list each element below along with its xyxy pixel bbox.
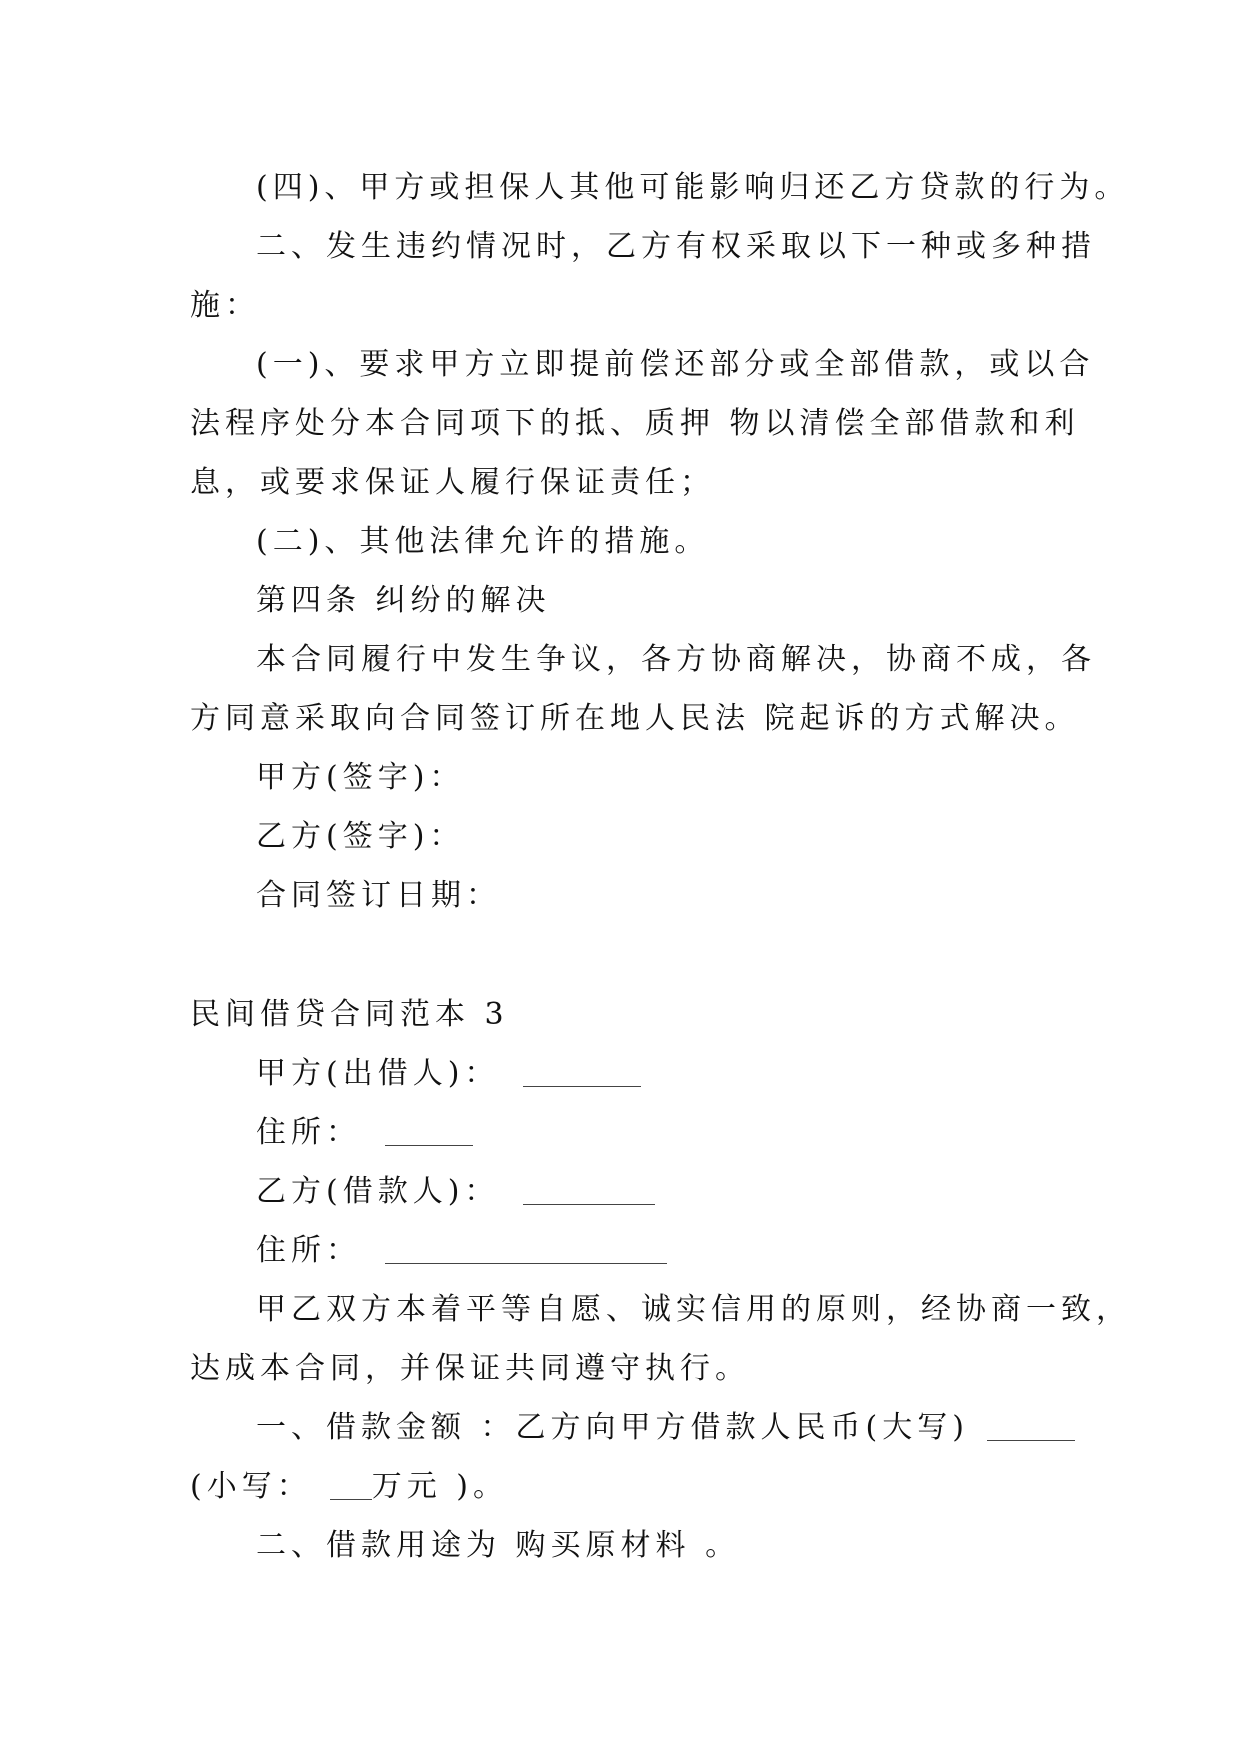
signing-date-label: 合同签订日期： xyxy=(256,878,501,913)
principle-text-line: 达成本合同，并保证共同遵守执行。 xyxy=(190,1351,750,1386)
party-b-address-label: 住所： xyxy=(256,1233,361,1268)
clause-text-line: 息，或要求保证人履行保证责任； xyxy=(190,465,715,500)
party-a-lender-blank xyxy=(523,1086,641,1087)
clause-text-line: (一)、要求甲方立即提前偿还部分或全部借款，或以合 xyxy=(256,347,1095,382)
section-title: 民间借贷合同范本 3 xyxy=(190,997,509,1032)
clause-text-line: (二)、其他法律允许的措施。 xyxy=(256,524,710,559)
party-a-address-label: 住所： xyxy=(256,1115,361,1150)
party-a-address-row xyxy=(190,1103,1050,1162)
clause-text-line: (四)、甲方或担保人其他可能影响归还乙方贷款的行为。 xyxy=(256,170,1130,205)
party-a-lender-label: 甲方(出借人)： xyxy=(256,1056,500,1091)
principle-text-line: 甲乙双方本着平等自愿、诚实信用的原则，经协商一致， xyxy=(256,1292,1131,1327)
clause-text-line: 施： xyxy=(190,288,260,323)
loan-amount-row xyxy=(190,1398,1050,1457)
loan-amount-label: 一、借款金额 ：乙方向甲方借款人民币(大写) xyxy=(256,1410,969,1445)
clause-text-line: 二、发生违约情况时，乙方有权采取以下一种或多种措 xyxy=(256,229,1096,264)
clause-text-line: 法程序处分本合同项下的抵、质押 物以清偿全部借款和利 xyxy=(190,406,1080,441)
clause-text-line: 方同意采取向合同签订所在地人民法 院起诉的方式解决。 xyxy=(190,701,1080,736)
document-body xyxy=(190,158,1131,1575)
party-b-borrower-blank xyxy=(523,1204,655,1205)
party-a-address-blank xyxy=(385,1145,473,1146)
party-b-address-blank xyxy=(385,1263,667,1264)
loan-amount-unit: 万元 )。 xyxy=(371,1469,508,1504)
loan-amount-uppercase-blank xyxy=(987,1440,1075,1441)
clause-text-line: 本合同履行中发生争议，各方协商解决，协商不成，各 xyxy=(256,642,1096,677)
party-b-borrower-row xyxy=(190,1162,1050,1221)
party-a-signature-label: 甲方(签字)： xyxy=(256,760,465,795)
party-b-address-row xyxy=(190,1221,1050,1280)
loan-amount-small-row xyxy=(190,1457,1050,1516)
article-heading: 第四条 纠纷的解决 xyxy=(256,583,551,618)
section-gap xyxy=(190,925,1050,985)
party-a-lender-row xyxy=(190,1044,1050,1103)
loan-purpose-line: 二、借款用途为 购买原材料 。 xyxy=(256,1528,741,1563)
party-b-borrower-label: 乙方(借款人)： xyxy=(256,1174,500,1209)
loan-amount-small-blank xyxy=(330,1499,372,1500)
party-b-signature-label: 乙方(签字)： xyxy=(256,819,465,854)
loan-amount-small-label: (小写： xyxy=(190,1469,312,1504)
